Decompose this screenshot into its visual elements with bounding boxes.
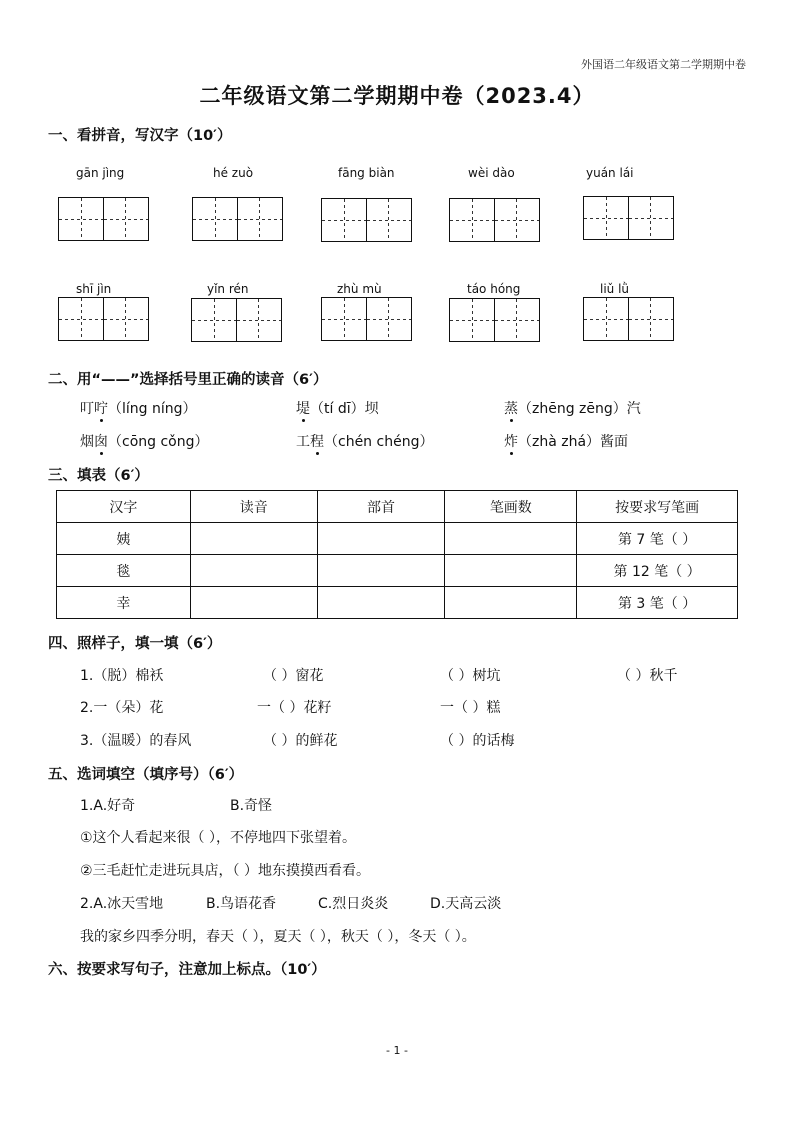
fill-blank[interactable]: （ ）的鲜花 xyxy=(263,733,338,749)
dotted-char: 炸 xyxy=(504,434,518,450)
section-1-heading: 一、看拼音，写汉字（10′） xyxy=(48,128,232,144)
writing-grid[interactable] xyxy=(58,297,149,341)
table-cell-stroke[interactable]: 第 7 笔（ ） xyxy=(577,523,738,555)
table-cell-blank[interactable] xyxy=(317,587,445,619)
fill-blank[interactable]: （ ）的话梅 xyxy=(440,733,515,749)
pinyin-label: zhù mù xyxy=(337,282,382,296)
table-header: 按要求写笔画 xyxy=(577,491,738,523)
table-cell-blank[interactable] xyxy=(445,555,577,587)
table-cell-blank[interactable] xyxy=(317,523,445,555)
writing-grid[interactable] xyxy=(321,297,412,341)
fill-blank[interactable]: 一（ ）糕 xyxy=(440,700,501,716)
pinyin-label: yǐn rén xyxy=(207,282,249,296)
reading-item[interactable]: 堤（tí dī）坝 xyxy=(296,401,379,417)
word-option: B.奇怪 xyxy=(230,798,273,814)
dotted-char: 咛 xyxy=(94,401,108,417)
table-cell-blank[interactable] xyxy=(190,555,317,587)
fill-sentence[interactable]: ②三毛赶忙走进玩具店，（ ）地东摸摸西看看。 xyxy=(80,863,370,879)
fill-sentence[interactable]: 我的家乡四季分明，春天（ ），夏天（ ），秋天（ ），冬天（ ）。 xyxy=(80,929,476,945)
dotted-char: 堤 xyxy=(296,401,310,417)
table-cell-stroke[interactable]: 第 3 笔（ ） xyxy=(577,587,738,619)
table-header: 汉字 xyxy=(57,491,191,523)
fill-blank[interactable]: （ ）树坑 xyxy=(440,668,501,684)
pinyin-label: gān jìng xyxy=(76,166,125,180)
table-cell-char: 幸 xyxy=(57,587,191,619)
writing-grid[interactable] xyxy=(449,198,540,242)
writing-grid[interactable] xyxy=(58,197,149,241)
fill-blank[interactable]: 一（ ）花籽 xyxy=(257,700,332,716)
section-4-heading: 四、照样子，填一填（6′） xyxy=(48,636,222,652)
writing-grid[interactable] xyxy=(449,298,540,342)
table-header: 笔画数 xyxy=(445,491,577,523)
pinyin-label: hé zuò xyxy=(213,166,254,180)
table-header: 部首 xyxy=(317,491,445,523)
word-option: 2.A.冰天雪地 xyxy=(80,896,164,912)
table-cell-stroke[interactable]: 第 12 笔（ ） xyxy=(577,555,738,587)
example-item: 3.（温暖）的春风 xyxy=(80,733,192,749)
pinyin-label: liǔ lǜ xyxy=(600,282,630,296)
dotted-char: 程 xyxy=(310,434,324,450)
word-option: B.鸟语花香 xyxy=(206,896,277,912)
word-option: C.烈日炎炎 xyxy=(318,896,389,912)
fill-blank[interactable]: （ ）窗花 xyxy=(263,668,324,684)
example-item: 1.（脱）棉袄 xyxy=(80,668,164,684)
reading-item[interactable]: 烟囱（cōng cǒng） xyxy=(80,434,209,450)
section-2-heading: 二、用“——”选择括号里正确的读音（6′） xyxy=(48,372,328,388)
pinyin-label: fāng biàn xyxy=(338,166,395,180)
table-cell-blank[interactable] xyxy=(190,587,317,619)
pinyin-label: táo hóng xyxy=(467,282,521,296)
section-3-heading: 三、填表（6′） xyxy=(48,468,149,484)
table-header: 读音 xyxy=(190,491,317,523)
word-option: 1.A.好奇 xyxy=(80,798,136,814)
section-6-heading: 六、按要求写句子，注意加上标点。（10′） xyxy=(48,962,326,978)
table-cell-blank[interactable] xyxy=(317,555,445,587)
reading-item[interactable]: 蒸（zhēng zēng）汽 xyxy=(504,401,641,417)
section-5-heading: 五、选词填空（填序号）（6′） xyxy=(48,767,244,783)
header-note: 外国语二年级语文第二学期期中卷 xyxy=(581,58,746,71)
table-row xyxy=(57,523,738,555)
reading-item[interactable]: 叮咛（líng níng） xyxy=(80,401,197,417)
table-header-row xyxy=(57,491,738,523)
table-cell-char: 毯 xyxy=(57,555,191,587)
table-row xyxy=(57,555,738,587)
fill-sentence[interactable]: ①这个人看起来很（ ），不停地四下张望着。 xyxy=(80,830,356,846)
dotted-char: 蒸 xyxy=(504,401,518,417)
writing-grid[interactable] xyxy=(321,198,412,242)
table-cell-blank[interactable] xyxy=(445,587,577,619)
reading-item[interactable]: 炸（zhà zhá）酱面 xyxy=(504,434,629,450)
table-cell-char: 姨 xyxy=(57,523,191,555)
page-title: 二年级语文第二学期期中卷（2023.4） xyxy=(199,84,595,108)
dotted-char: 囱 xyxy=(94,434,108,450)
table-cell-blank[interactable] xyxy=(445,523,577,555)
pinyin-label: shī jìn xyxy=(76,282,112,296)
table-cell-blank[interactable] xyxy=(190,523,317,555)
writing-grid[interactable] xyxy=(191,298,282,342)
word-option: D.天高云淡 xyxy=(430,896,502,912)
page-number: - 1 - xyxy=(386,1044,408,1057)
fill-blank[interactable]: （ ）秋千 xyxy=(617,668,678,684)
reading-item[interactable]: 工程（chén chéng） xyxy=(296,434,434,450)
writing-grid[interactable] xyxy=(583,297,674,341)
fill-table xyxy=(56,490,738,619)
pinyin-label: yuán lái xyxy=(586,166,634,180)
table-row xyxy=(57,587,738,619)
pinyin-label: wèi dào xyxy=(468,166,515,180)
example-item: 2.一（朵）花 xyxy=(80,700,164,716)
writing-grid[interactable] xyxy=(192,197,283,241)
writing-grid[interactable] xyxy=(583,196,674,240)
